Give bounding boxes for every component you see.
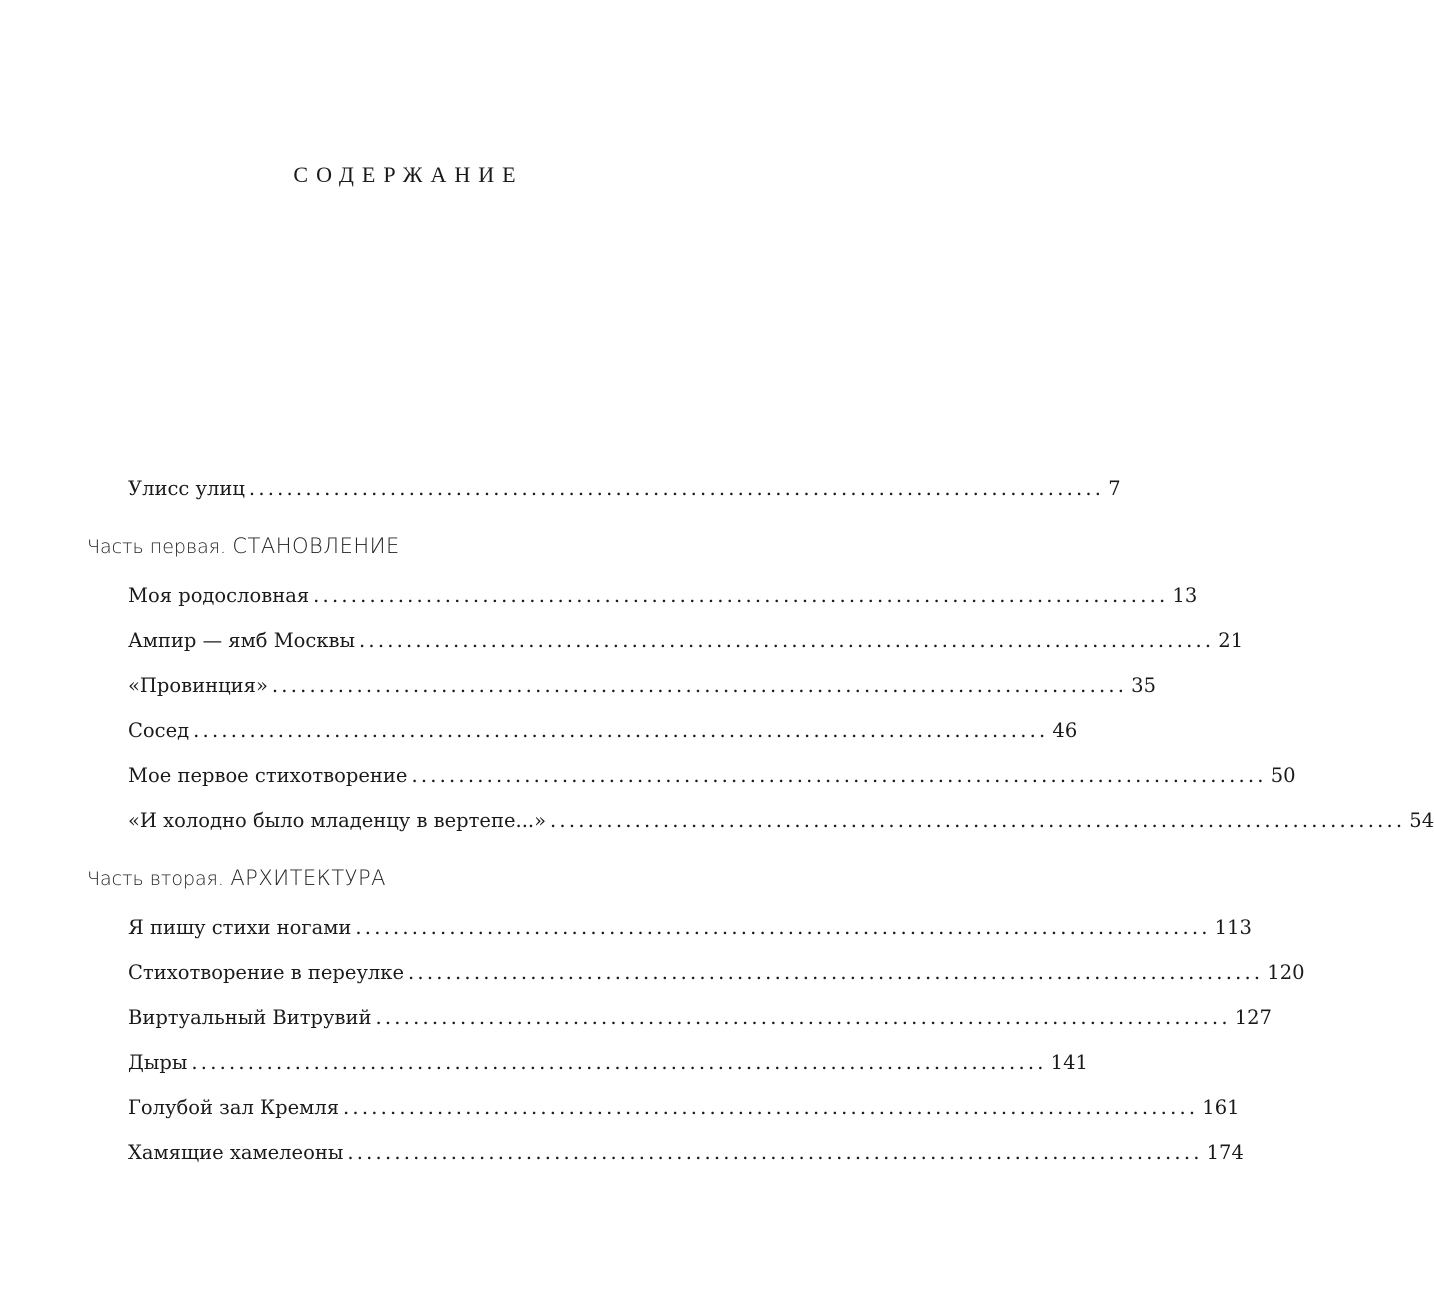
toc-entry-page: 174	[1206, 1141, 1244, 1164]
toc-entry-page: 7	[1108, 477, 1121, 500]
toc-entry-page: 141	[1050, 1051, 1088, 1074]
dot-leader: ...........................................................................................	[347, 1141, 1203, 1164]
toc-entry-page: 120	[1267, 961, 1305, 984]
toc-entry-title: Хамящие хамелеоны	[128, 1141, 344, 1164]
dot-leader: ...........................................................................................	[359, 629, 1215, 652]
toc-entry-title: Мое первое стихотворение	[128, 764, 408, 787]
table-of-contents	[0, 475, 1434, 1184]
toc-entry-page: 35	[1131, 674, 1156, 697]
toc-entry[interactable]	[128, 1139, 1244, 1184]
toc-entry[interactable]	[128, 1004, 1272, 1049]
toc-entry-title: Ампир — ямб Москвы	[128, 629, 356, 652]
page-title: СОДЕРЖАНИЕ	[293, 162, 524, 187]
dot-leader: ...........................................................................................	[271, 674, 1128, 697]
toc-entry[interactable]	[128, 627, 1244, 672]
toc-entry[interactable]	[128, 1094, 1240, 1139]
dot-leader: ...........................................................................................	[313, 584, 1169, 607]
part-label: Часть первая.	[87, 536, 227, 558]
dot-leader: ...........................................................................................	[411, 764, 1267, 787]
toc-entry[interactable]	[128, 672, 1156, 717]
toc-entry-intro[interactable]	[128, 475, 1121, 520]
toc-entry-title: Улисс улиц	[128, 477, 245, 500]
toc-entry[interactable]	[128, 582, 1198, 627]
dot-leader: ...........................................................................................	[343, 1096, 1199, 1119]
dot-leader: ...........................................................................................	[355, 916, 1211, 939]
toc-entry[interactable]	[128, 1049, 1088, 1094]
toc-entry-page: 13	[1172, 584, 1198, 607]
part-name: АРХИТЕКТУРА	[230, 866, 386, 890]
dot-leader: ...........................................................................................	[248, 477, 1105, 500]
toc-entry-title: Сосед	[128, 719, 190, 742]
toc-entry[interactable]	[128, 717, 1078, 762]
toc-entry[interactable]	[128, 807, 1434, 852]
part-name: СТАНОВЛЕНИЕ	[232, 534, 400, 558]
part-heading-2	[87, 852, 845, 914]
toc-entry-title: Стихотворение в переулке	[128, 961, 405, 984]
toc-entry-title: Виртуальный Витрувий	[128, 1006, 372, 1029]
toc-entry-title: «Провинция»	[128, 674, 268, 697]
toc-entry-title: «И холодно было младенцу в вертепе...»	[128, 809, 547, 832]
dot-leader: ...........................................................................................	[408, 961, 1264, 984]
dot-leader: ...........................................................................................	[193, 719, 1049, 742]
dot-leader: ...........................................................................................	[375, 1006, 1231, 1029]
toc-entry-title: Голубой зал Кремля	[128, 1096, 340, 1119]
toc-entry-page: 113	[1214, 916, 1252, 939]
toc-entry-page: 54	[1409, 809, 1434, 832]
toc-entry-page: 46	[1052, 719, 1078, 742]
toc-entry-page: 50	[1270, 764, 1296, 787]
toc-entry-page: 161	[1202, 1096, 1240, 1119]
toc-entry-page: 21	[1218, 629, 1244, 652]
part-label: Часть вторая.	[87, 868, 224, 890]
toc-entry-title: Я пишу стихи ногами	[128, 916, 352, 939]
dot-leader: ...........................................................................................	[191, 1051, 1047, 1074]
toc-entry[interactable]	[128, 914, 1252, 959]
part-heading-1	[87, 520, 845, 582]
toc-entry[interactable]	[128, 762, 1296, 807]
dot-leader: ...........................................................................................	[550, 809, 1406, 832]
toc-entry-page: 127	[1234, 1006, 1272, 1029]
toc-entry-title: Моя родословная	[128, 584, 310, 607]
toc-entry-title: Дыры	[128, 1051, 188, 1074]
toc-entry[interactable]	[128, 959, 1305, 1004]
